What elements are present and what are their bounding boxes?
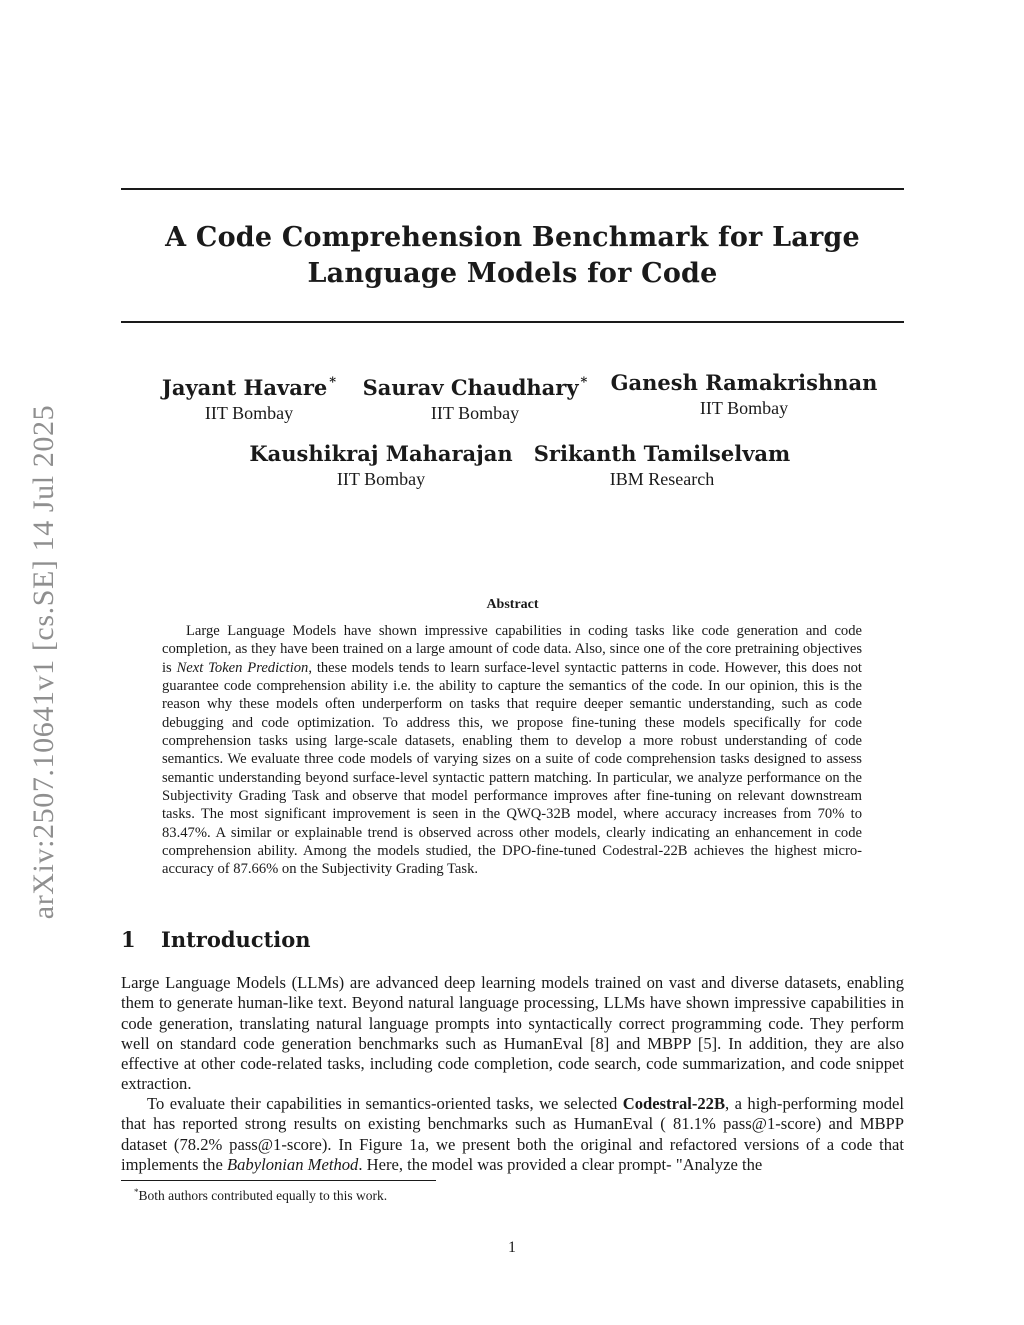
footnote: *Both authors contributed equally to this work.	[134, 1187, 388, 1203]
section-heading	[121, 926, 311, 954]
footnote-mark: *	[134, 1187, 139, 1197]
equal-contribution-mark: *	[580, 375, 588, 390]
author-name: Kaushikraj Maharajan	[249, 441, 513, 466]
author-block	[363, 370, 588, 424]
title-top-rule	[121, 188, 904, 190]
title-bottom-rule	[121, 321, 904, 323]
footnote-rule	[121, 1180, 436, 1181]
author-affiliation: IBM Research	[609, 469, 715, 489]
author-name: Srikanth Tamilselvam	[533, 441, 791, 466]
page-number: 1	[508, 1239, 516, 1256]
arxiv-identifier: arXiv:2507.10641v1 [cs.SE] 14 Jul 2025	[27, 404, 60, 920]
equal-contribution-mark: *	[329, 375, 337, 390]
abstract-text: Large Language Models have shown impressive capabilities in coding tasks like code generation and code completion, as they have been trained on a large amount of code data. Also, since one of the core pretraining objectives is Next Token Prediction, these models tends to learn surface-level syntactic patterns in code. However, this does not guarantee code comprehension ability i.e. the ability to capture the semantics of the code. In our opinion, this is the reason why these models often underperform on tasks that require deeper semantic understanding, such as code debugging and code optimization. To address this, we propose fine-tuning these models specifically for code comprehension tasks using large-scale datasets, enabling them to develop a more robust understanding of code semantics. We evaluate three code models of varying sizes on a suite of code comprehension tasks designed to assess semantic understanding beyond surface-level syntactic pattern matching. In particular, we analyze performance on the Subjectivity Grading Task and observe that model performance improves after fine-tuning on relevant downstream tasks. The most significant improvement is seen in the QWQ-32B model, where accuracy increases from 70% to 83.47%. A similar or explainable trend is observed across other models, clearly indicating an enhancement in code comprehension ability. Among the models studied, the DPO-fine-tuned Codestral-22B achieves the highest micro-accuracy of 87.66% on the Subjectivity Grading Task.	[162, 623, 862, 878]
abstract-emphasis: Next Token Prediction	[176, 659, 309, 676]
method-name: Babylonian Method	[227, 1154, 359, 1174]
model-name: Codestral-22B	[622, 1094, 726, 1113]
author-name: Ganesh Ramakrishnan	[610, 370, 878, 395]
author-affiliation: IIT Bombay	[430, 403, 520, 423]
abstract-heading: Abstract	[486, 597, 539, 612]
section-title: Introduction	[161, 927, 311, 952]
author-block	[162, 370, 336, 424]
author-affiliation: IIT Bombay	[204, 403, 294, 423]
paper-title: A Code Comprehension Benchmark for Large Language Models for Code	[165, 222, 860, 289]
author-affiliation: IIT Bombay	[336, 469, 426, 489]
body-paragraph: Large Language Models (LLMs) are advanced deep learning models trained on vast and diverse datasets, enabling them to generate human-like text. Beyond natural language processing, LLMs have shown impressive capabilities in code generation, translating natural language prompts into syntactically correct programming code. They perform well on standard code generation benchmarks such as HumanEval [8] and MBPP [5]. In addition, they are also effective at other code-related tasks, including code completion, code search, code summarization, and code snippet extraction.	[121, 973, 904, 1094]
author-affiliation: IIT Bombay	[699, 398, 789, 418]
author-name: Jayant Havare *	[161, 375, 337, 400]
author-name: Saurav Chaudhary *	[362, 375, 588, 400]
author-block	[249, 441, 512, 490]
author-block	[611, 370, 878, 419]
section-number: 1	[121, 927, 136, 952]
body-paragraph: To evaluate their capabilities in semantics-oriented tasks, we selected Codestral-22B, a high-performing model that has reported strong results on existing benchmarks such as HumanEval ( 81.1% pass@1-score) and MBPP dataset (78.2% pass@1-score). In Figure 1a, we present both the original and refactored versions of a code that implements the Babylonian Method. Here, the model was provided a clear prompt- "Analyze the	[121, 1094, 904, 1174]
author-block	[534, 441, 791, 490]
